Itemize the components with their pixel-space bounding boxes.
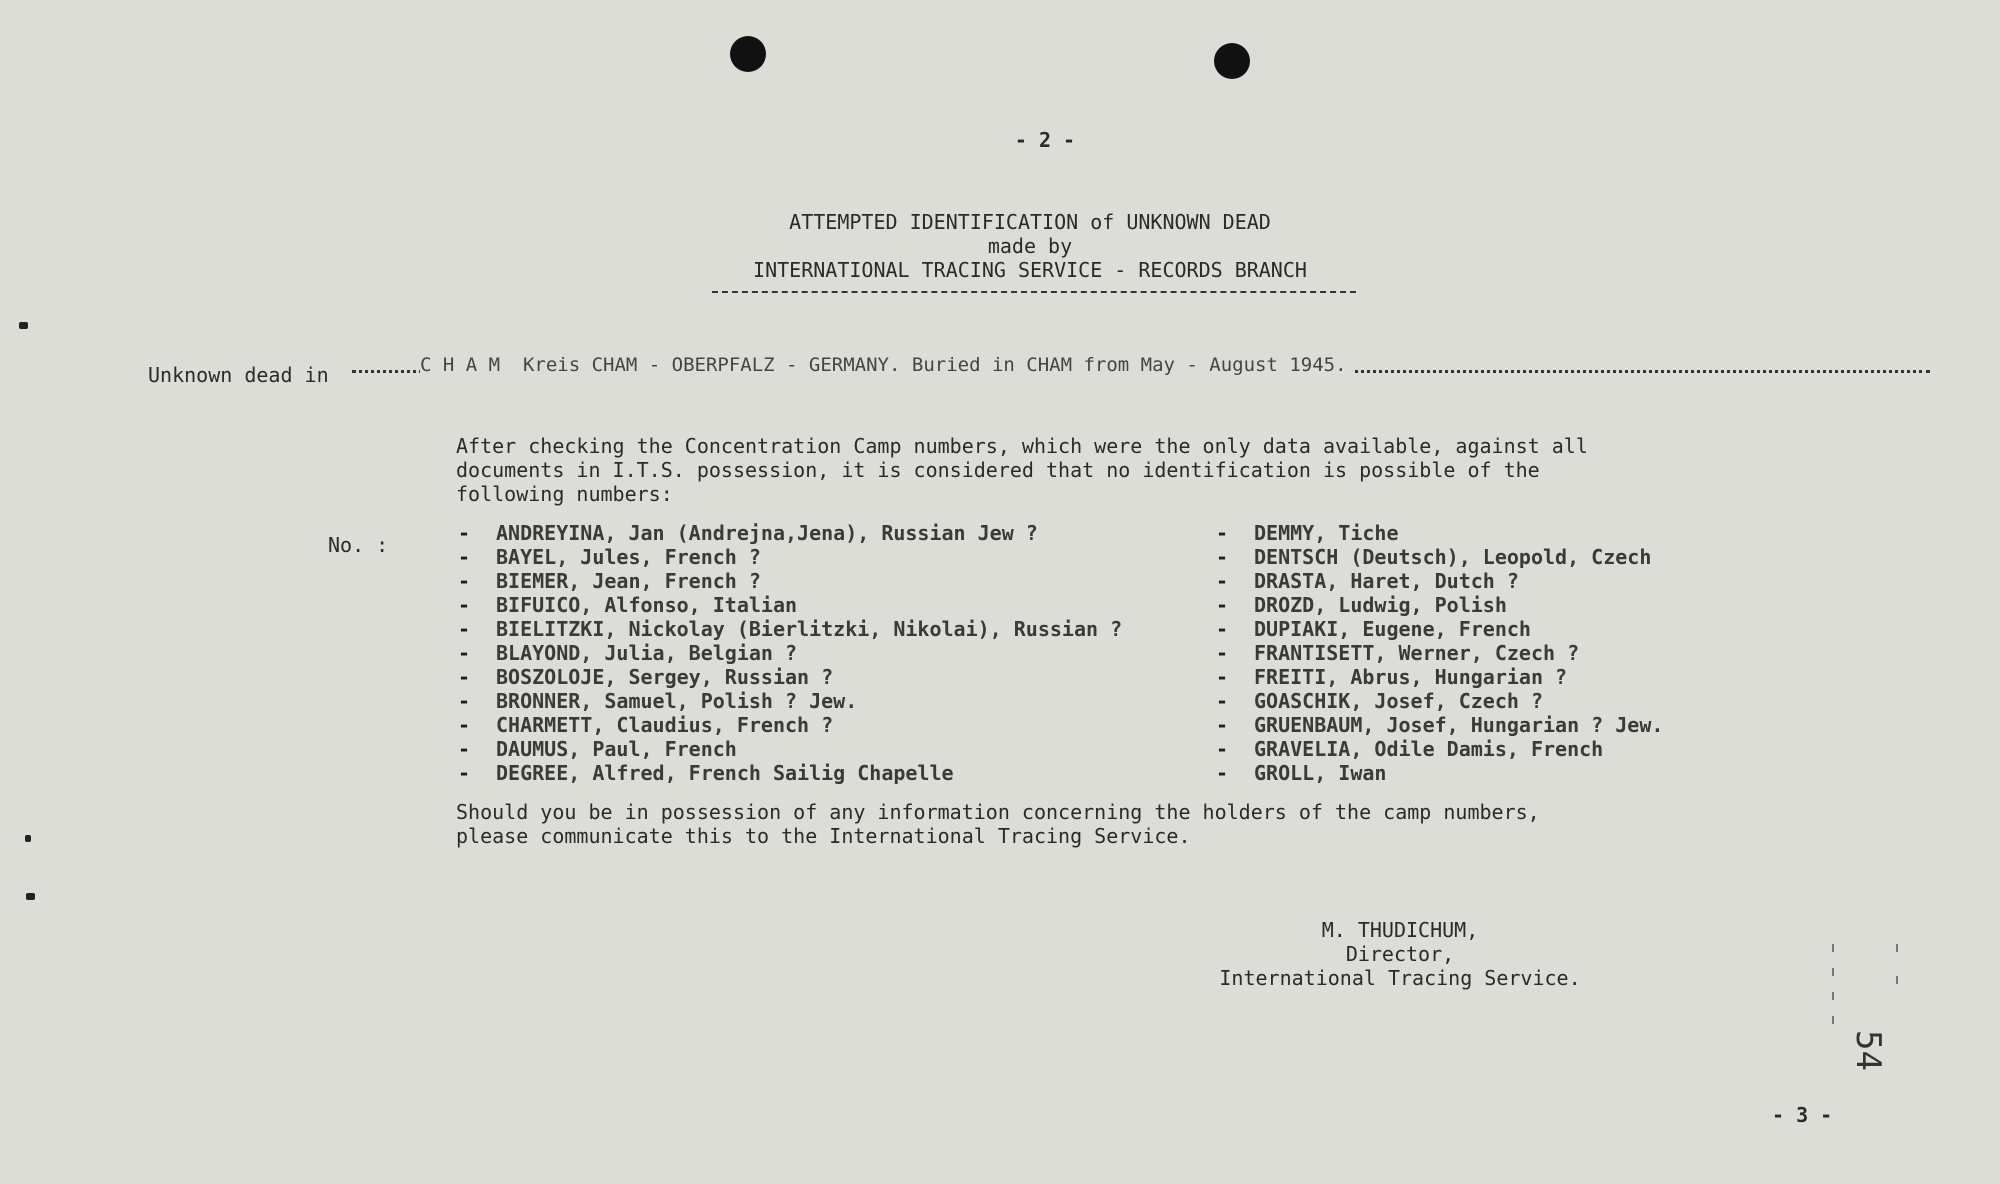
list-item-text: DROZD, Ludwig, Polish (1254, 593, 1507, 617)
list-item-text: DUPIAKI, Eugene, French (1254, 617, 1531, 641)
list-dash: - (1216, 713, 1229, 737)
list-dash: - (458, 545, 471, 569)
list-dash: - (1216, 641, 1229, 665)
list-dash: - (458, 569, 471, 593)
list-item-text: DENTSCH (Deutsch), Leopold, Czech (1254, 545, 1652, 569)
list-item (1216, 689, 1663, 713)
number-label: No. : (328, 533, 389, 557)
list-item-text: BIEMER, Jean, French ? (496, 569, 761, 593)
list-item (458, 689, 1122, 713)
signature-title: Director, (1345, 942, 1455, 966)
list-item (1216, 569, 1663, 593)
list-dash: - (458, 641, 471, 665)
list-item (1216, 521, 1663, 545)
list-dash: - (458, 593, 471, 617)
list-dash: - (458, 737, 471, 761)
list-dash: - (1216, 665, 1229, 689)
margin-tick (1832, 1016, 1834, 1024)
heading-subtitle: made by (987, 234, 1073, 258)
list-item (1216, 641, 1663, 665)
punch-hole-left (730, 36, 766, 72)
margin-mark (25, 835, 31, 842)
list-item-text: FRANTISETT, Werner, Czech ? (1254, 641, 1580, 665)
list-item-text: BIELITZKI, Nickolay (Bierlitzki, Nikolai), Russian ? (496, 617, 1123, 641)
margin-tick (1832, 944, 1834, 952)
margin-tick (1896, 976, 1898, 984)
list-item-text: DRASTA, Haret, Dutch ? (1254, 569, 1519, 593)
list-item (458, 761, 1122, 785)
list-item-text: FREITI, Abrus, Hungarian ? (1254, 665, 1568, 689)
heading-underline (712, 291, 1356, 293)
list-item (458, 545, 1122, 569)
list-dash: - (1216, 689, 1229, 713)
left-name-list (458, 521, 1122, 785)
list-item (458, 665, 1122, 689)
margin-tick (1896, 944, 1898, 952)
list-item-text: GRAVELIA, Odile Damis, French (1254, 737, 1604, 761)
list-dash: - (458, 521, 471, 545)
right-name-list (1216, 521, 1663, 785)
list-dash: - (1216, 545, 1229, 569)
closing-line: please communicate this to the International Tracing Service. (456, 824, 1191, 848)
list-item (458, 737, 1122, 761)
heading-title: ATTEMPTED IDENTIFICATION of UNKNOWN DEAD (789, 210, 1271, 234)
margin-mark (26, 893, 35, 900)
list-item-text: DAUMUS, Paul, French (496, 737, 737, 761)
list-item-text: DEGREE, Alfred, French Sailig Chapelle (496, 761, 954, 785)
list-item-text: BLAYOND, Julia, Belgian ? (496, 641, 798, 665)
intro-line: documents in I.T.S. possession, it is considered that no identification is possible of the (456, 458, 1540, 482)
list-item-text: BAYEL, Jules, French ? (496, 545, 761, 569)
list-item (1216, 545, 1663, 569)
list-item-text: ANDREYINA, Jan (Andrejna,Jena), Russian Jew ? (496, 521, 1038, 545)
list-item (458, 617, 1122, 641)
list-item-text: BRONNER, Samuel, Polish ? Jew. (496, 689, 858, 713)
list-item (1216, 761, 1663, 785)
list-item (1216, 617, 1663, 641)
list-item-text: CHARMETT, Claudius, French ? (496, 713, 834, 737)
location-value: C H A M Kreis CHAM - OBERPFALZ - GERMANY. Buried in CHAM from May - August 1945. (420, 353, 1353, 377)
margin-tick (1832, 992, 1834, 1000)
list-dash: - (458, 761, 471, 785)
list-dash: - (1216, 521, 1229, 545)
page-number: - 2 - (1014, 128, 1076, 152)
list-dash: - (458, 617, 471, 641)
list-dash: - (1216, 617, 1229, 641)
list-item (458, 521, 1122, 545)
list-dash: - (1216, 737, 1229, 761)
list-item (458, 593, 1122, 617)
margin-stamp-number: 54 (1848, 1030, 1888, 1071)
signature-organization: International Tracing Service. (1219, 966, 1581, 990)
punch-hole-right (1214, 43, 1250, 79)
list-item-text: GOASCHIK, Josef, Czech ? (1254, 689, 1543, 713)
list-item-text: BIFUICO, Alfonso, Italian (496, 593, 798, 617)
list-dash: - (458, 689, 471, 713)
list-item-text: BOSZOLOJE, Sergey, Russian ? (496, 665, 834, 689)
heading-organization: INTERNATIONAL TRACING SERVICE - RECORDS BRANCH (753, 258, 1307, 282)
list-item (458, 713, 1122, 737)
list-item (1216, 665, 1663, 689)
list-dash: - (1216, 593, 1229, 617)
closing-line: Should you be in possession of any information concerning the holders of the camp numbers, (456, 800, 1540, 824)
list-item (458, 569, 1122, 593)
intro-line: After checking the Concentration Camp numbers, which were the only data available, against all (456, 434, 1588, 458)
margin-tick (1832, 968, 1834, 976)
list-item (1216, 713, 1663, 737)
list-item-text: GRUENBAUM, Josef, Hungarian ? Jew. (1254, 713, 1664, 737)
list-dash: - (458, 713, 471, 737)
list-item-text: GROLL, Iwan (1254, 761, 1387, 785)
list-item (1216, 593, 1663, 617)
list-dash: - (1216, 761, 1229, 785)
intro-line: following numbers: (456, 482, 673, 506)
margin-mark (19, 322, 28, 329)
list-item (458, 641, 1122, 665)
signature-name: M. THUDICHUM, (1321, 918, 1479, 942)
next-page-number: - 3 - (1772, 1103, 1833, 1127)
list-item-text: DEMMY, Tiche (1254, 521, 1399, 545)
list-item (1216, 737, 1663, 761)
list-dash: - (1216, 569, 1229, 593)
list-dash: - (458, 665, 471, 689)
location-label: Unknown dead in (148, 363, 329, 387)
